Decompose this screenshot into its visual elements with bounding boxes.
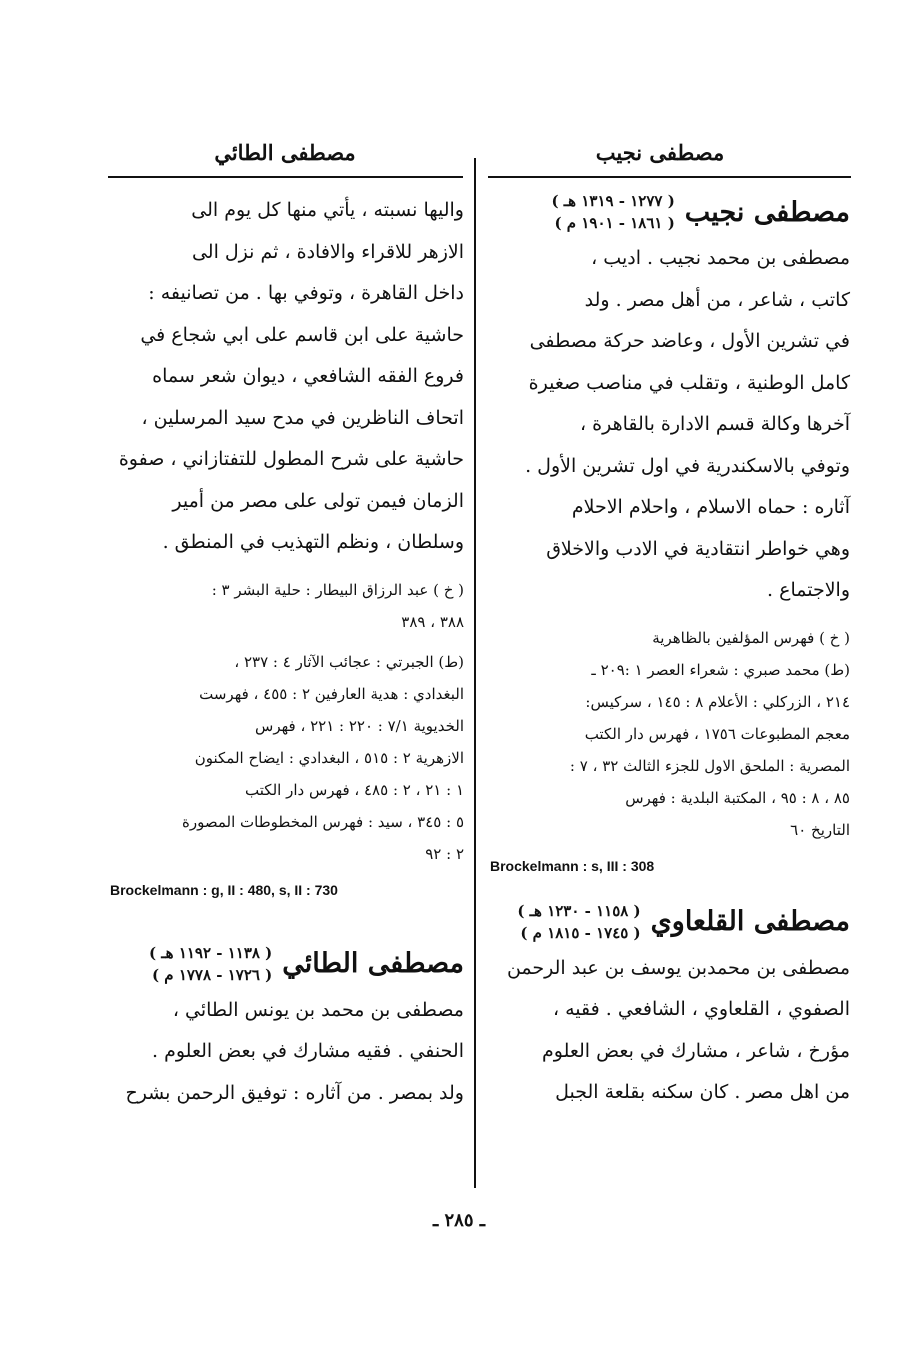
dates-hijri: ( ١١٣٨ - ١١٩٢ هـ ) <box>148 943 273 962</box>
body-line: في تشرين الأول ، وعاضد حركة مصطفى <box>529 330 850 352</box>
body-line: ولد بمصر . من آثاره : توفيق الرحمن بشرح <box>125 1081 464 1104</box>
body-line: مصطفى بن محمد نجيب . اديب ، <box>591 247 850 269</box>
running-header-left: مصطفى الطائي <box>214 140 356 165</box>
source-line: التاريخ ٦٠ <box>790 820 850 839</box>
entry-heading-mustafa-najib <box>490 190 850 234</box>
entry-dates <box>551 190 674 234</box>
body-line: مصطفى بن محمدبن يوسف بن عبد الرحمن <box>506 956 850 979</box>
running-header-right: مصطفى نجيب <box>595 140 725 165</box>
body-line: الازهر للاقراء والافادة ، ثم نزل الى <box>191 240 464 263</box>
source-line: الخديوية ٧/١ : ٢٢٠ : ٢٢١ ، فهرس <box>255 716 464 735</box>
dates-gregorian: ( ١٧٤٥ - ١٨١٥ م ) <box>520 923 641 942</box>
source-line: ٣٨٨ ، ٣٨٩ <box>401 612 464 631</box>
source-line: ٢١٤ ، الزركلي : الأعلام ٨ : ١٤٥ ، سركيس: <box>585 692 850 711</box>
entry-name: مصطفى الطائي <box>282 948 464 979</box>
entry-dates <box>149 942 272 986</box>
body-line: كاتب ، شاعر ، من أهل مصر . ولد <box>584 288 850 311</box>
body-line: كامل الوطنية ، وتقلب في مناصب صغيرة <box>528 371 850 394</box>
entry-body <box>490 238 850 612</box>
body-line: آثاره : حماه الاسلام ، واحلام الاحلام <box>571 496 850 518</box>
source-line: ٨٥ ، ٨ : ٩٥ ، المكتبة البلدية : فهرس <box>625 788 850 807</box>
body-line: آخرها وكالة قسم الادارة بالقاهرة ، <box>579 413 850 435</box>
entry-name: مصطفى نجيب <box>684 196 850 228</box>
entry-body <box>490 948 850 1114</box>
column-divider <box>474 158 476 1188</box>
body-line: مؤرخ ، شاعر ، مشارك في بعض العلوم <box>541 1039 850 1062</box>
body-line: وهي خواطر انتقادية في الادب والاخلاق <box>546 537 850 560</box>
source-line: الازهرية ٢ : ٥١٥ ، البغدادي : ايضاح المكنون <box>194 748 464 767</box>
entry-heading-mustafa-tai <box>110 942 464 986</box>
entry-body <box>110 990 464 1115</box>
body-line: من اهل مصر . كان سكنه بقلعة الجبل <box>555 1081 850 1103</box>
dates-gregorian: ( ١٧٢٦ - ١٧٧٨ م ) <box>151 965 273 984</box>
body-line: وتوفي بالاسكندرية في اول تشرين الأول . <box>525 454 850 477</box>
body-line: الصفوي ، القلعاوي ، الشافعي . فقيه ، <box>552 998 850 1020</box>
header-rule-right <box>488 176 851 178</box>
source-line: البغدادي : هدية العارفين ٢ : ٤٥٥ ، فهرست <box>199 684 464 703</box>
source-line: ( خ ) فهرس المؤلفين بالظاهرية <box>652 628 850 647</box>
continuation-body <box>110 190 464 564</box>
dates-gregorian: ( ١٨٦١ - ١٩٠١ م ) <box>554 214 675 232</box>
body-line: وسلطان ، ونظم التهذيب في المنطق . <box>162 531 464 553</box>
body-line: والاجتماع . <box>767 579 850 601</box>
sources-block <box>110 574 464 870</box>
source-line: ٥ : ٣٤٥ ، سيد : فهرس المخطوطات المصورة <box>181 812 464 831</box>
body-line: فروع الفقه الشافعي ، ديوان شعر سماه <box>152 365 464 387</box>
source-line: (ط) الجبرتي : عجائب الآثار ٤ : ٢٣٧ ، <box>234 652 464 671</box>
source-line: ( خ ) عبد الرزاق البيطار : حلية البشر ٣ : <box>211 580 464 599</box>
entry-name: مصطفى القلعاوي <box>650 906 850 937</box>
source-line: ٢ : ٩٢ <box>425 844 464 863</box>
body-line: حاشية على ابن قاسم على ابي شجاع في <box>140 323 464 346</box>
header-rule-left <box>108 176 463 178</box>
page-number: ـ ٢٨٥ ـ <box>432 1210 486 1231</box>
source-line: (ط) محمد صبري : شعراء العصر ١ :٢٠٩ ـ <box>591 660 850 679</box>
left-column <box>110 190 464 1114</box>
dates-hijri: ( ١١٥٨ - ١٢٣٠ هـ ) <box>517 901 641 920</box>
body-line: الحنفي . فقيه مشارك في بعض العلوم . <box>152 1040 464 1062</box>
source-line: معجم المطبوعات ١٧٥٦ ، فهرس دار الكتب <box>584 724 850 743</box>
sources-block <box>490 622 850 846</box>
right-column <box>490 190 850 1114</box>
entry-heading-mustafa-qalawi <box>490 900 850 944</box>
latin-reference: Brockelmann : s, III : 308 <box>490 857 655 874</box>
body-line: الزمان فيمن تولى على مصر من أمير <box>172 489 464 512</box>
latin-reference: Brockelmann : g, II : 480, s, II : 730 <box>110 881 338 898</box>
entry-dates <box>517 900 640 944</box>
body-line: واليها نسبته ، يأتي منها كل يوم الى <box>191 199 464 221</box>
body-line: اتحاف الناظرين في مدح سيد المرسلين ، <box>141 406 464 429</box>
dates-hijri: ( ١٢٧٧ - ١٣١٩ هـ ) <box>551 192 675 210</box>
source-line: ١ : ٢١ ، ٢ : ٤٨٥ ، فهرس دار الكتب <box>245 780 464 799</box>
body-line: داخل القاهرة ، وتوفي بها . من تصانيفه : <box>148 282 464 304</box>
body-line: حاشية على شرح المطول للتفتازاني ، صفوة <box>118 448 464 470</box>
body-line: مصطفى بن محمد بن يونس الطائي ، <box>172 998 464 1021</box>
source-line: المصرية : الملحق الاول للجزء الثالث ٣٢ ، ٧ : <box>569 756 850 775</box>
